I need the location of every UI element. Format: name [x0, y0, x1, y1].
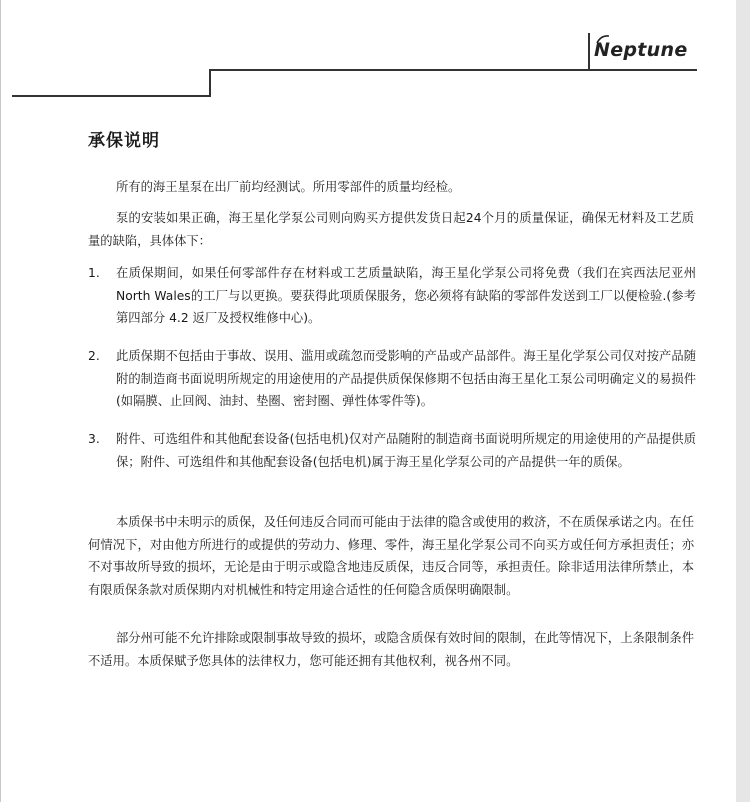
paragraph-intro: 所有的海王星泵在出厂前均经测试。所用零部件的质量均经检。	[116, 180, 461, 194]
header-rule-step	[209, 69, 211, 96]
paragraph-state-law: 部分州可能不允许排除或限制事故导致的损坏，或隐含质保有效时间的限制，在此等情况下，上条限制条件不适用。本质保赋予您具体的法律权力，您可能还拥有其他权利，视各州不同。	[88, 631, 694, 668]
logo-swoosh-icon	[596, 34, 610, 44]
list-item-number: 2.	[88, 349, 100, 363]
list-item-number: 1.	[88, 266, 100, 280]
paragraph-warranty: 泵的安装如果正确，海王星化学泵公司则向购买方提供发货日起24个月的质量保证，确保无材料及工艺质量的缺陷，具体体下：	[88, 211, 694, 248]
list-item-text: 附件、可选组件和其他配套设备(包括电机)仅对产品随附的制造商书面说明所规定的用途使用的产品提供质保；附件、可选组件和其他配套设备(包括电机)属于海王星化学泵公司的产品提供一年的质保。	[116, 432, 696, 469]
header-rule-logo-divider	[588, 33, 590, 70]
list-item	[88, 262, 696, 330]
logo-text: Neptune	[594, 39, 688, 61]
header-rule-bottom	[12, 95, 211, 97]
neptune-logo	[594, 38, 688, 62]
list-item-text: 在质保期间，如果任何零部件存在材料或工艺质量缺陷，海王星化学泵公司将免费（我们在宾西法尼亚州North Wales的工厂与以更换。要获得此项质保服务，您必须将有缺陷的零部件发送到工厂以便检验.(参考第四部分 4.2 返厂及授权维修中心)。	[116, 266, 696, 325]
list-item-number: 3.	[88, 432, 100, 446]
paragraph-disclaimer: 本质保书中未明示的质保，及任何违反合同而可能由于法律的隐含或使用的救济，不在质保承诺之内。在任何情况下，对由他方所进行的或提供的劳动力、修理、零件，海王星化学泵公司不向买方或任何方承担责任；亦不对事故所导致的损坏，无论是由于明示或隐含地违反质保，违反合同等，承担责任。除非适用法律所禁止，本有限质保条款对质保期内对机械性和特定用途合适性的任何隐含质保明确限制。	[88, 515, 694, 597]
list-item	[88, 345, 696, 413]
list-item	[88, 428, 696, 473]
header-rule-top	[210, 69, 697, 71]
page-edge-rule	[0, 0, 1, 802]
page-title: 承保说明	[88, 131, 160, 151]
list-item-text: 此质保期不包括由于事故、误用、滥用或疏忽而受影响的产品或产品部件。海王星化学泵公司仅对按产品随附的制造商书面说明所规定的用途使用的产品提供质保保修期不包括由海王星化工泵公司明确定义的易损件(如隔膜、止回阀、油封、垫圈、密封圈、弹性体零件等)。	[116, 349, 696, 408]
